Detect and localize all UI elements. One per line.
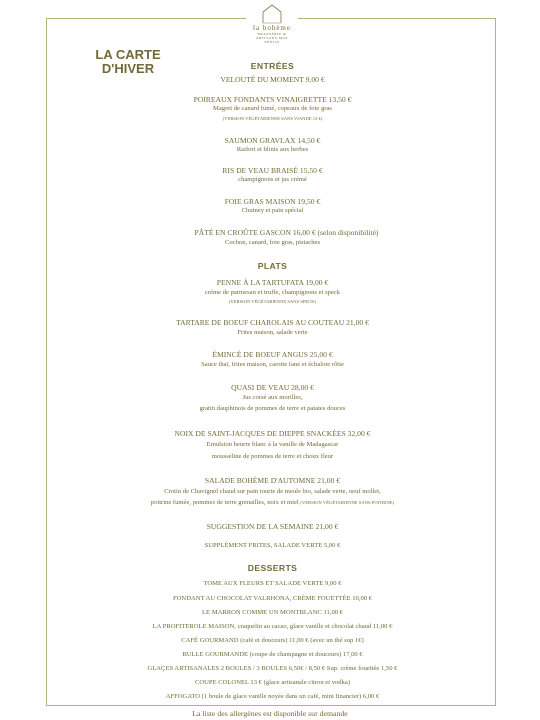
plat-quasi-desc2: gratin dauphinois de pommes de terre et patates douces [199,405,346,412]
plat-tartare-desc: Frites maison, salade verte [237,329,308,336]
plat-quasi-desc: Jus corsé aux morilles, [242,394,303,401]
dessert-tome: TOME AUX FLEURS ET SALADE VERTE 9,00 € [203,580,342,587]
plat-supplement: SUPPLÉMENT FRITES, SALADE VERTE 5,00 € [204,542,341,549]
plat-emince: ÉMINCÉ DE BOEUF ANGUS 25,00 € [212,350,333,359]
entree-poireaux: POIREAUX FONDANTS VINAIGRETTE 13,50 € [193,95,352,104]
entree-pate-en-croute: PÂTÉ EN CROÛTE GASCON 16,00 € (selon disponibilité) [194,228,379,237]
logo-brand: la bohème [253,24,291,32]
plat-saint-jacques: NOIX DE SAINT-JACQUES DE DIEPPE SNACKÉES 32,00 € [174,429,371,438]
dessert-fondant: FONDANT AU CHOCOLAT VALRHONA, CRÈME FOUETTÉE 10,00 € [173,595,372,602]
entree-saumon: SAUMON GRAVLAX 14,50 € [224,136,321,145]
house-icon [261,4,283,24]
entree-ris-de-veau: RIS DE VEAU BRAISÉ 15,50 € [222,166,323,175]
section-heading-entrees: ENTRÉES [250,61,295,71]
dessert-marron: LE MARRON COMME UN MONTBLANC 11,00 € [202,609,343,616]
restaurant-logo [246,4,298,42]
dessert-bulle-gourmande: BULLE GOURMANDE (coupe de champagne et douceurs) 17,00 € [182,651,363,658]
menu-title-line2: D'HIVER [101,61,155,76]
entree-saumon-desc: Raifort et blinis aux herbes [236,146,309,153]
entree-pate-en-croute-desc: Cochon, canard, foie gras, pistaches [224,239,321,246]
entree-veloute: VELOUTÉ DU MOMENT 9,00 € [220,75,325,84]
plat-salade-boheme-desc: Crotin de Chavignol chaud sur pain tourte de meule bio, salade verte, oeuf mollet, [164,488,381,495]
entree-foie-gras-desc: Chutney et pain spécial [241,207,304,214]
plat-quasi: QUASI DE VEAU 28,00 € [231,383,314,392]
plat-salade-boheme-note: (VERSION VÉGÉTARIENNE SANS POITRINE) [300,500,395,505]
logo-subtitle: BRASSERIE & ARTISANS MSY [255,32,289,40]
logo-location: SENLIS [264,40,280,44]
dessert-glaces: GLAÇES ARTISANALES 2 BOULES / 3 BOULES 6,50€ / 8,50 € Sup. crème fouettée 1,50 € [147,665,398,672]
dessert-cafe-gourmand: CAFÉ GOURMAND (café et douceurs) 11,00 € (avec un thé sup 1€) [181,637,364,644]
plat-tartare: TARTARE DE BOEUF CHAROLAIS AU COUTEAU 21,00 € [176,318,369,327]
menu-title-line1: LA CARTE [95,47,161,62]
section-heading-plats: PLATS [257,261,288,271]
plat-saint-jacques-desc: Emulsion beurre blanc à la vanille de Madagascar [206,441,339,448]
entree-poireaux-note: (VERSION VÉGÉTARIENNE SANS VIANDE 12 €) [222,116,323,121]
plat-salade-boheme: SALADE BOHÈME D'AUTOMNE 21,00 € [204,476,341,485]
dessert-profiterole: LA PROFITEROLE MAISON, craquelin au cacao, glace vanille et chocolat chaud 11,00 € [152,623,393,630]
dessert-coupe-colonel: COUPE COLONEL 13 € (glace artisanale citron et vodka) [194,679,351,686]
entree-poireaux-desc: Magret de canard fumé, copeaux de foie gras [213,105,332,112]
plat-saint-jacques-desc2: mousseline de pommes de terre et choux fleur [211,453,334,460]
dessert-affogato: AFFOGATO (1 boule de glace vanille noyée dans un café, mini financier) 6,00 € [165,693,380,700]
entree-foie-gras: FOIE GRAS MAISON 19,50 € [224,197,321,206]
section-heading-desserts: DESSERTS [247,563,298,573]
plat-salade-boheme-desc2: poitrine fumée, pommes de terre grenailles, noix et miel [150,499,299,506]
plat-suggestion: SUGGESTION DE LA SEMAINE 21,00 € [206,522,339,531]
plat-emince-desc: Sauce thaï, frites maison, carotte fane et échalote rôtie [201,361,344,368]
plat-penne: PENNE À LA TARTUFATA 19,00 € [216,278,329,287]
allergen-notice: La liste des allergènes est disponible sur demande [192,709,348,718]
plat-salade-boheme-desc2-row [100,499,445,508]
entree-ris-de-veau-desc: champignons et jus crémé [238,176,307,183]
plat-penne-note: (VERSION VÉGÉTARIENNE SANS SPECK) [228,299,317,304]
plat-penne-desc: crème de parmesan et truffe, champignons et speck [205,289,340,296]
